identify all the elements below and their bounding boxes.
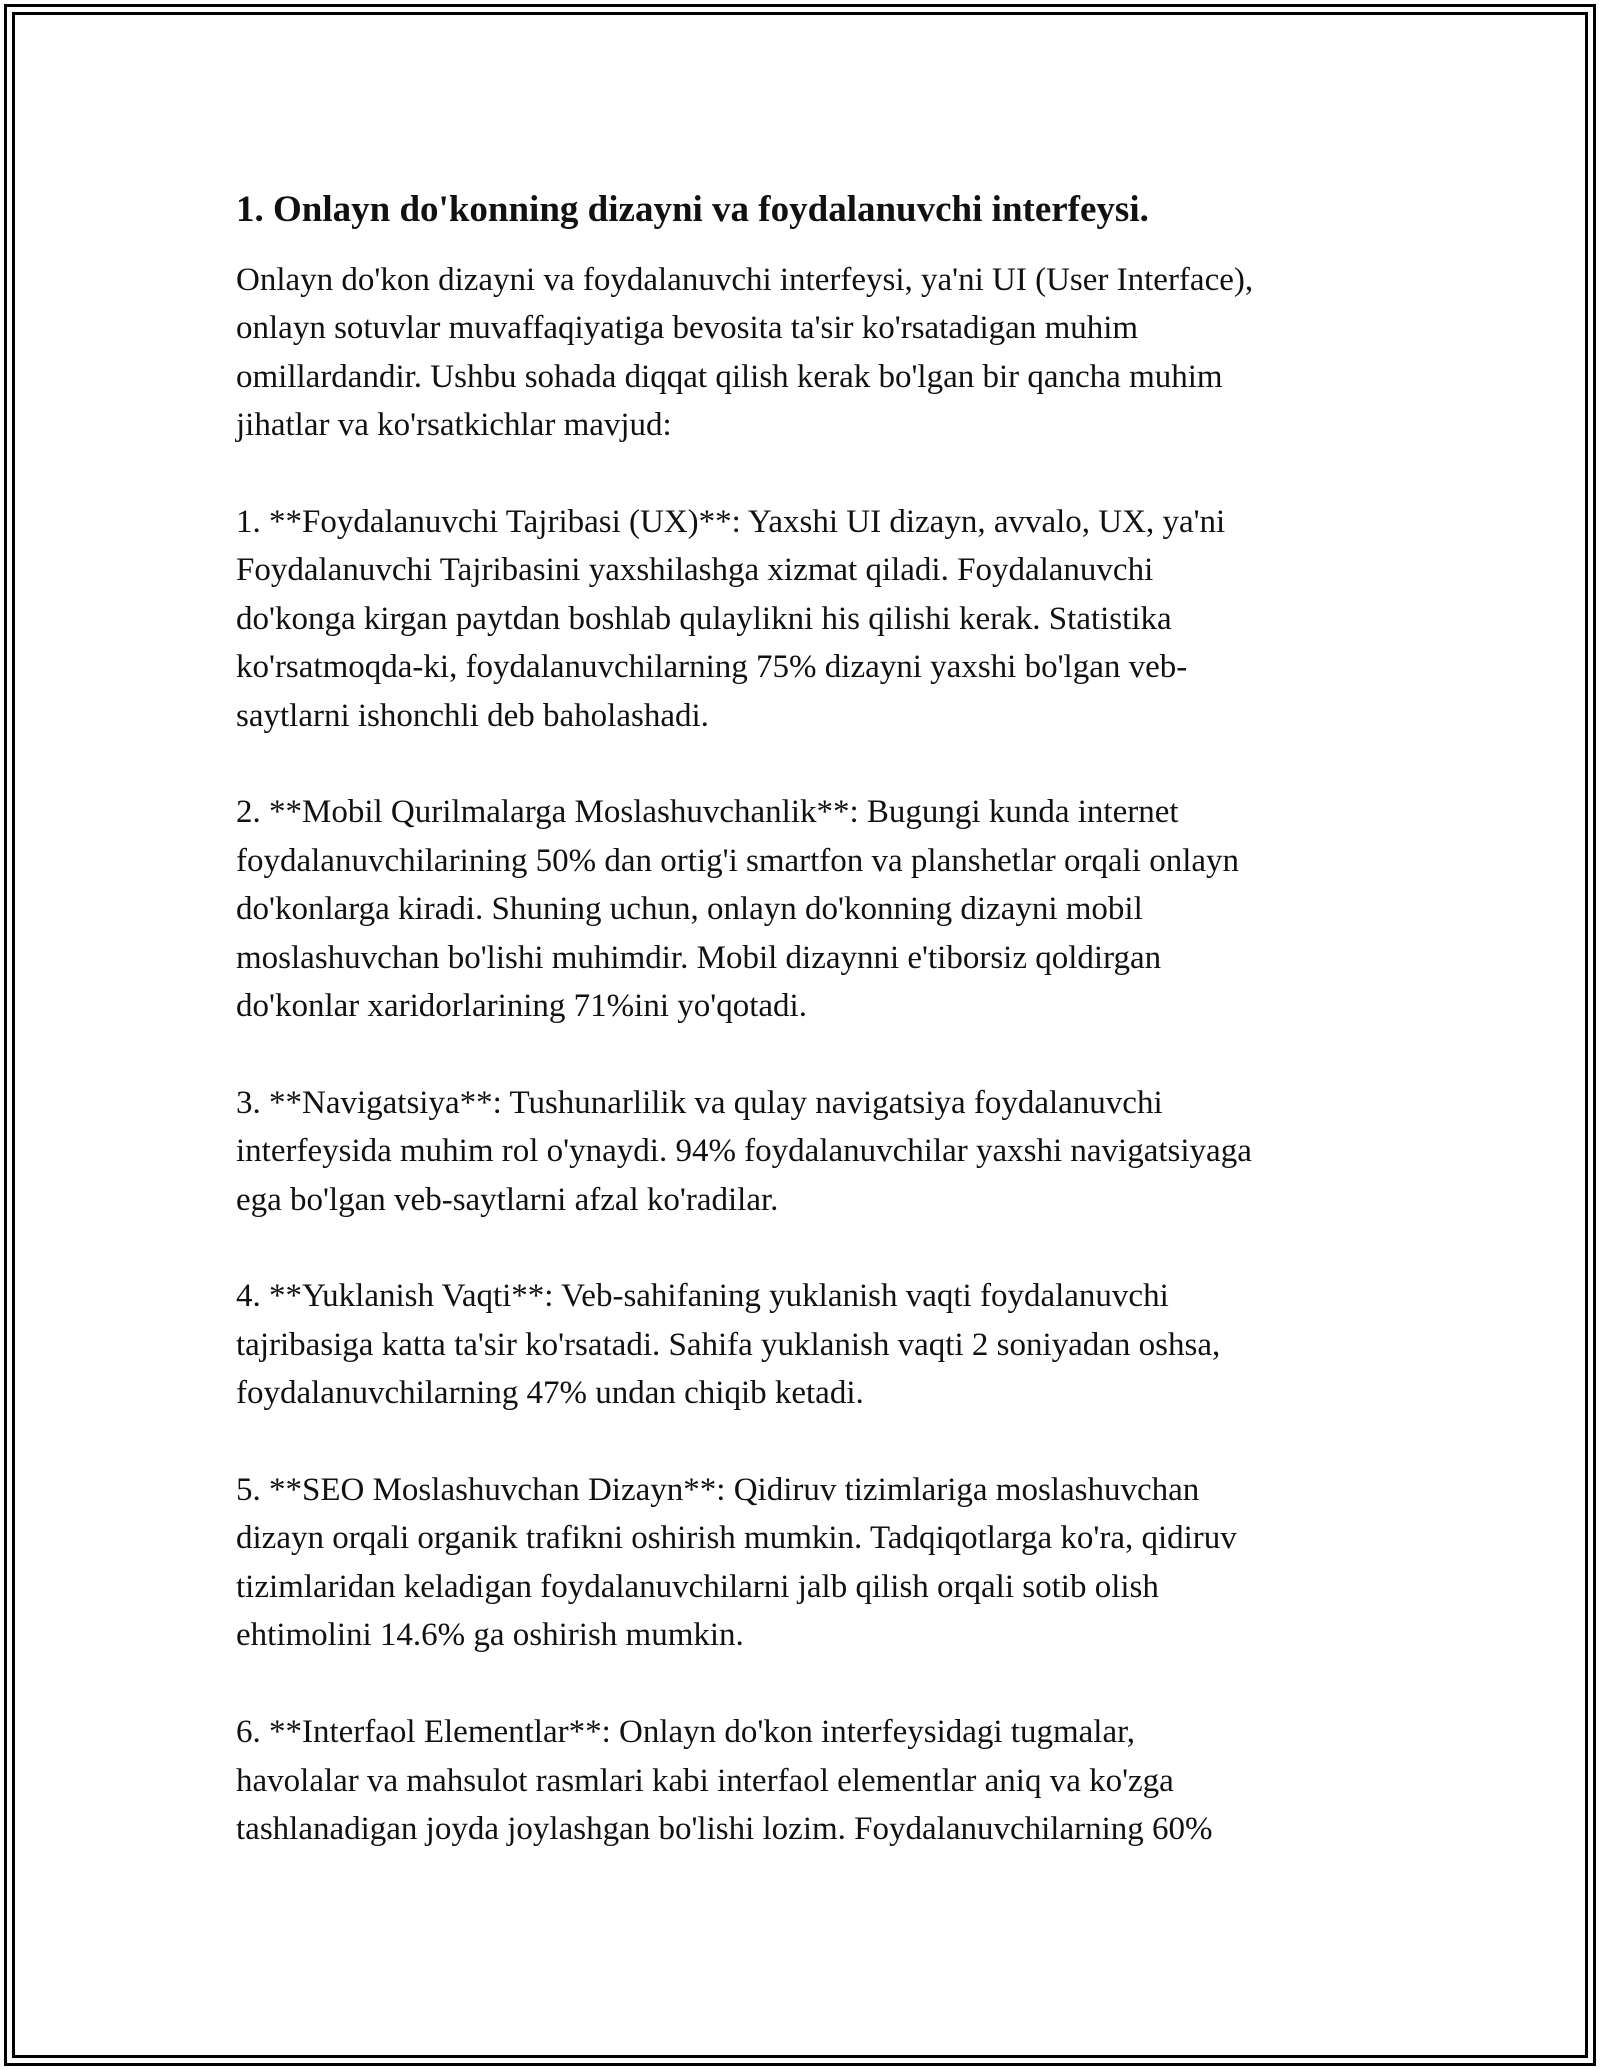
list-item-ux: 1. **Foydalanuvchi Tajribasi (UX)**: Yaxshi UI dizayn, avvalo, UX, ya'ni Foydalanuvchi Tajribasini yaxshilashga xizmat qiladi. Foydalanuvchi do'konga kirgan paytdan boshlab qulaylikni his qilishi kerak. Statistika ko'rsatmoqda-ki, foydalanuvchilarning 75% dizayni yaxshi bo'lgan veb- saytlarni ishonchli deb baholashadi. <box>236 504 1226 734</box>
list-item-navigation: 3. **Navigatsiya**: Tushunarlilik va qulay navigatsiya foydalanuvchi interfeysida muhim rol o'ynaydi. 94% foydalanuvchilar yaxshi navigatsiyaga ega bo'lgan veb-saytlarni afzal ko'radilar. <box>236 1084 1252 1218</box>
list-item-mobile: 2. **Mobil Qurilmalarga Moslashuvchanlik**: Bugungi kunda internet foydalanuvchilarining 50% dan ortig'i smartfon va planshetlar orqali onlayn do'konlarga kiradi. Shuning uchun, onlayn do'konning dizayni mobil moslashuvchan bo'lishi muhimdir. Mobil dizaynni e'tiborsiz qoldirgan do'konlar xaridorlarining 71%ini yo'qotadi. <box>236 794 1240 1025</box>
document-title: 1. Onlayn do'konning dizayni va foydalanuvchi interfeysi. <box>236 189 1149 230</box>
list-item-seo: 5. **SEO Moslashuvchan Dizayn**: Qidiruv tizimlariga moslashuvchan dizayn orqali organik trafikni oshirish mumkin. Tadqiqotlarga ko'ra, qidiruv tizimlaridan keladigan foydalanuvchilarni jalb qilish orqali sotib olish ehtimolini 14.6% ga oshirish mumkin. <box>236 1472 1237 1654</box>
intro-paragraph: Onlayn do'kon dizayni va foydalanuvchi interfeysi, ya'ni UI (User Interface), onlayn sotuvlar muvaffaqiyatiga bevosita ta'sir ko'rsatadigan muhim omillardandir. Ushbu sohada diqqat qilish kerak bo'lgan bir qancha muhim jihatlar va ko'rsatkichlar mavjud: <box>236 262 1254 444</box>
list-item-interactive: 6. **Interfaol Elementlar**: Onlayn do'kon interfeysidagi tugmalar, havolalar va mahsulot rasmlari kabi interfaol elementlar aniq va ko'zga tashlanadigan joyda joylashgan bo'lishi lozim. Foydalanuvchilarning 60% <box>236 1714 1213 1847</box>
list-item-load-time: 4. **Yuklanish Vaqti**: Veb-sahifaning yuklanish vaqti foydalanuvchi tajribasiga katta ta'sir ko'rsatadi. Sahifa yuklanish vaqti 2 soniyadan oshsa, foydalanuvchilarning 47% undan chiqib ketadi. <box>236 1278 1221 1412</box>
document-body <box>236 186 1386 1853</box>
